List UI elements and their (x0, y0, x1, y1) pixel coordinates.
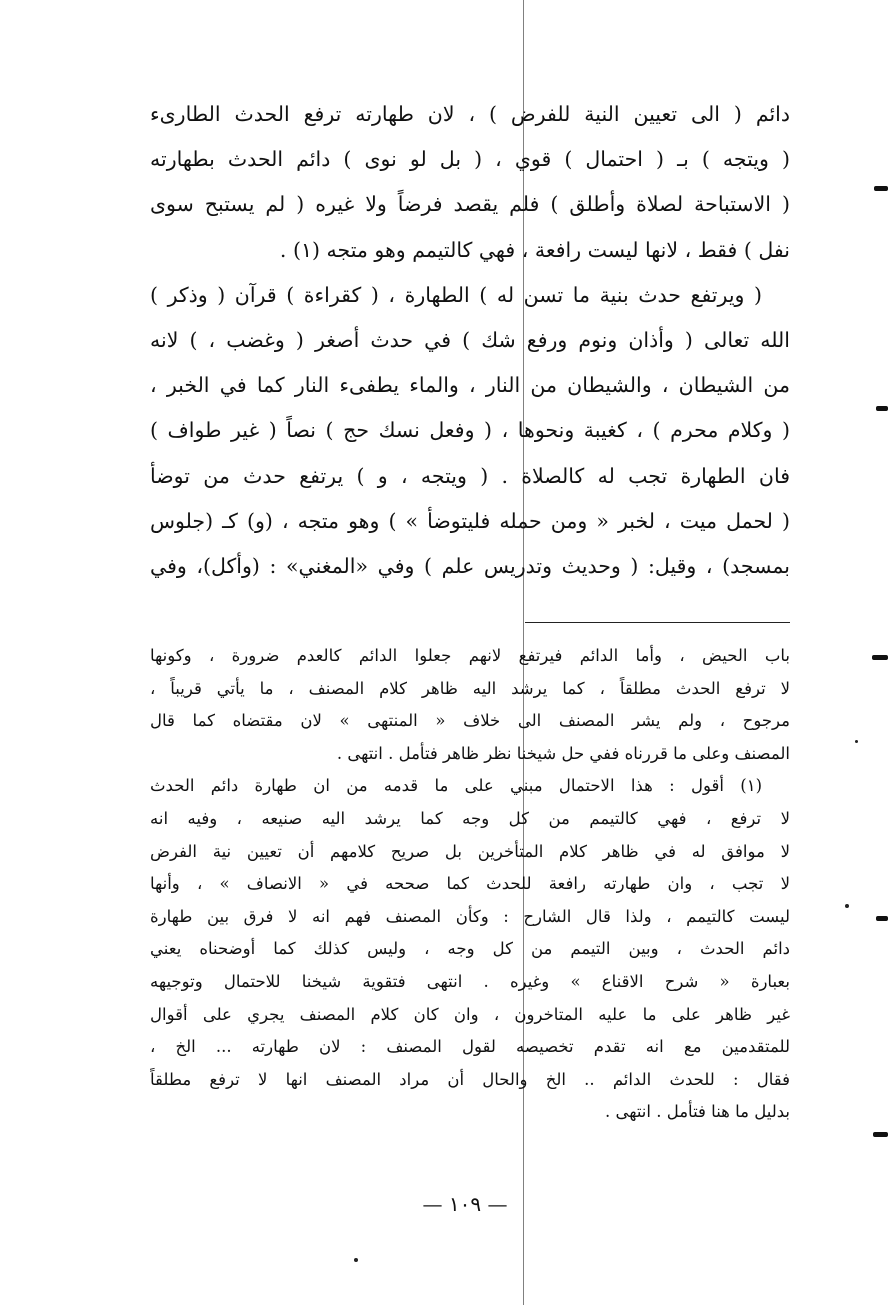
scan-edge-mark (873, 1132, 888, 1137)
footnote-line: دائم الحدث ، وبين التيمم من كل وجه ، وليس كذلك كما أوضحناه يعني (150, 939, 790, 959)
footnote-line: (١) أقول : هذا الاحتمال مبني على ما قدمه من ان طهارة دائم الحدث (150, 776, 762, 796)
main-text-line: بمسجد) ، وقيل: ( وحديث وتدريس علم ) وفي «المغني» : (وأكل)، وفي (150, 553, 790, 578)
scan-speck (845, 904, 849, 908)
footnote-line: لا ترفع ، فهي كالتيمم من كل وجه كما يرشد اليه صنيعه ، وفيه انه (150, 808, 790, 828)
main-text-line: ( الاستباحة لصلاة وأطلق ) فلم يقصد فرضاً ولا غيره ( لم يستبح سوى (150, 192, 790, 217)
main-text-line: ( لحمل ميت ، لخبر « ومن حمله فليتوضأ » ) وهو متجه ، (و) كـ (جلوس (150, 508, 790, 533)
scan-edge-mark (876, 406, 888, 411)
footnote-line: فقال : للحدث الدائم .. الخ والحال أن مراد المصنف انها لا ترفع مطلقاً (150, 1069, 790, 1089)
footnote-line: غير ظاهر على ما عليه المتاخرون ، وان كان كلام المصنف يجري على أقوال (150, 1004, 790, 1024)
footnotes-block (150, 640, 790, 1129)
footnote-line: لا تجب ، وان طهارته رافعة للحدث كما صححه في « الانصاف » ، وأنها (150, 874, 790, 894)
footnote-line: باب الحيض ، وأما الدائم فيرتفع لانهم جعلوا الدائم كالعدم ضرورة ، وكونها (150, 646, 790, 665)
scan-speck (855, 740, 858, 743)
footnote-separator (525, 622, 790, 623)
main-text-line: فان الطهارة تجب له كالصلاة . ( ويتجه ، و ) يرتفع حدث من توضأ (150, 463, 790, 488)
footnote-line: لا موافق له في ظاهر كلام المتأخرين بل صريح كلامهم أن تعيين نية الفرض (150, 841, 790, 861)
footnote-line: للمتقدمين مع انه تقدم تخصيصه لقول المصنف : لان طهارته ... الخ ، (150, 1037, 790, 1057)
footnote-line: مرجوح ، ولم يشر المصنف الى خلاف « المنتهى » لان مقتضاه كما قال (150, 711, 790, 731)
main-text-line: الله تعالى ( وأذان ونوم ورفع شك ) في حدث أصغر ( وغضب ، ) لانه (150, 327, 790, 352)
main-text-line: دائم ( الى تعيين النية للفرض ) ، لان طهارته ترفع الحدث الطارىء (150, 102, 790, 126)
scan-speck (354, 1258, 358, 1262)
main-text-line: نفل ) فقط ، لانها ليست رافعة ، فهي كالتيمم وهو متجه (١) . (279, 237, 790, 262)
footnote-line: بعبارة « شرح الاقناع » وغيره . انتهى فتقوية شيخنا للاحتمال وتوجيهه (150, 971, 790, 991)
scan-edge-mark (876, 916, 888, 921)
main-text-line: من الشيطان ، والشيطان من النار ، والماء يطفىء النار كما في الخبر ، (150, 373, 790, 398)
main-text-line: ( ويتجه ) بـ ( احتمال ) قوي ، ( بل لو نوى ) دائم الحدث بطهارته (150, 147, 790, 172)
scan-edge-mark (874, 186, 888, 191)
page-number: — ١٠٩ — (422, 1192, 508, 1216)
main-text-block (150, 92, 790, 589)
main-text-line: ( ويرتفع حدث بنية ما تسن له ) الطهارة ، ( كقراءة ) قرآن ( وذكر ) (150, 282, 762, 307)
scan-edge-mark (872, 655, 888, 660)
footnote-line: بدليل ما هنا فتأمل . انتهى . (604, 1102, 790, 1122)
footnote-line: ليست كالتيمم ، ولذا قال الشارح : وكأن المصنف فهم انه لا فرق بين طهارة (150, 906, 790, 926)
footnote-line: لا ترفع الحدث مطلقاً ، كما يرشد اليه ظاهر كلام المصنف ، ما يأتي قريباً ، (150, 678, 790, 698)
footnote-line: المصنف وعلى ما قررناه ففي حل شيخنا نظر ظاهر فتأمل . انتهى . (336, 743, 790, 763)
main-text-line: ( وكلام محرم ) ، كغيبة ونحوها ، ( وفعل نسك حج ) نصاً ( غير طواف ) (150, 418, 790, 443)
